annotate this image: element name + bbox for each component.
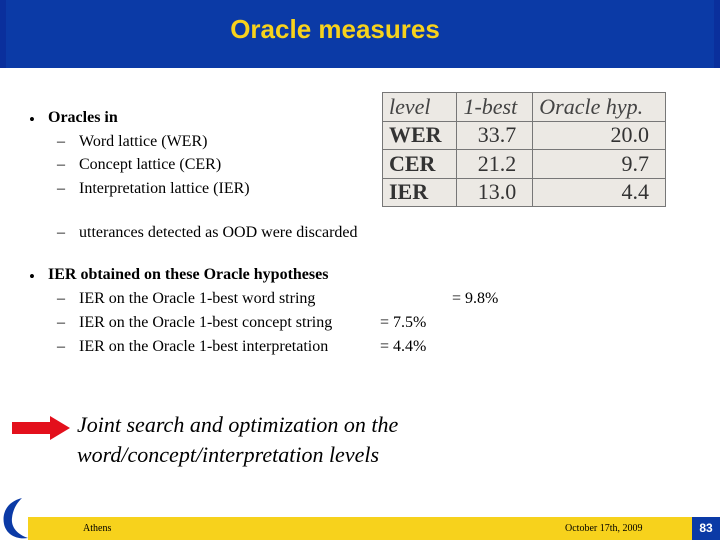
section2-item-value: = 7.5% bbox=[380, 314, 427, 331]
table-cell-level: IER bbox=[383, 178, 457, 207]
callout-text bbox=[77, 410, 398, 470]
page-number: 83 bbox=[692, 517, 720, 540]
section1-item-text: Word lattice (WER) bbox=[79, 133, 208, 150]
section2-item-value: = 9.8% bbox=[452, 290, 499, 307]
table-header-cell: Oracle hyp. bbox=[533, 93, 666, 122]
section2-item: – IER on the Oracle 1-best word string bbox=[57, 290, 316, 307]
section2-heading: IER obtained on these Oracle hypotheses bbox=[48, 266, 329, 283]
table-cell-oracle: 9.7 bbox=[533, 150, 666, 179]
section2-item: – IER on the Oracle 1-best interpretation bbox=[57, 338, 329, 355]
table-header-cell: level bbox=[383, 93, 457, 122]
footer bbox=[0, 517, 720, 540]
section2-item-text: IER on the Oracle 1-best concept string bbox=[79, 314, 333, 331]
table-cell-level: WER bbox=[383, 121, 457, 150]
slide-title: Oracle measures bbox=[230, 14, 440, 44]
table-header-row bbox=[383, 93, 666, 122]
section2-item-value: = 4.4% bbox=[380, 338, 427, 355]
table-cell-1best: 33.7 bbox=[457, 121, 533, 150]
section1-note-text: utterances detected as OOD were discarded bbox=[79, 224, 358, 241]
section1-item: – Word lattice (WER) bbox=[57, 133, 208, 150]
section2-item-text: IER on the Oracle 1-best word string bbox=[79, 290, 316, 307]
footer-date: October 17th, 2009 bbox=[565, 523, 643, 534]
section1-item: – Concept lattice (CER) bbox=[57, 156, 222, 173]
table-cell-level: CER bbox=[383, 150, 457, 179]
callout-line: Joint search and optimization on the bbox=[77, 412, 399, 437]
section1-item-text: Interpretation lattice (IER) bbox=[79, 180, 250, 197]
table-row bbox=[383, 178, 666, 207]
table-row bbox=[383, 121, 666, 150]
section2-item: – IER on the Oracle 1-best concept string bbox=[57, 314, 333, 331]
table-cell-oracle: 4.4 bbox=[533, 178, 666, 207]
bullet-icon: • bbox=[29, 110, 35, 129]
table-cell-oracle: 20.0 bbox=[533, 121, 666, 150]
table-cell-1best: 21.2 bbox=[457, 150, 533, 179]
section1-heading: Oracles in bbox=[48, 109, 118, 126]
callout-line: word/concept/interpretation levels bbox=[77, 442, 380, 467]
bullet-icon: • bbox=[29, 267, 35, 286]
table-header-cell: 1-best bbox=[457, 93, 533, 122]
right-arrow-icon bbox=[12, 416, 70, 440]
section1-item: – Interpretation lattice (IER) bbox=[57, 180, 250, 197]
section1-item-text: Concept lattice (CER) bbox=[79, 156, 222, 173]
section1-note: – utterances detected as OOD were discarded bbox=[57, 224, 358, 241]
table-row bbox=[383, 150, 666, 179]
oracle-results-table bbox=[382, 92, 666, 207]
header-bar bbox=[0, 0, 720, 68]
section2-item-text: IER on the Oracle 1-best interpretation bbox=[79, 338, 329, 355]
table-cell-1best: 13.0 bbox=[457, 178, 533, 207]
footer-location: Athens bbox=[83, 523, 112, 534]
